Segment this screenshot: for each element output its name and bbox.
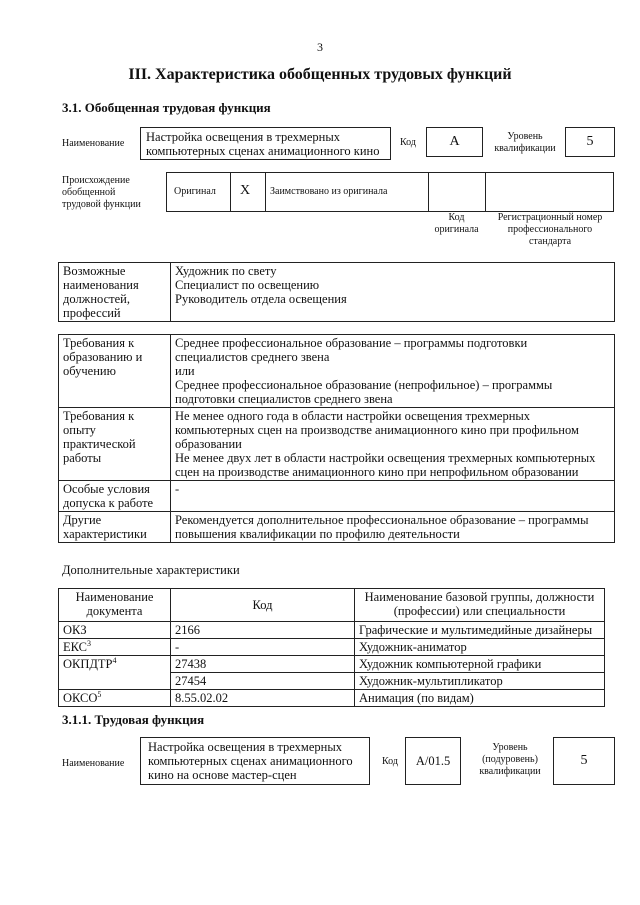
table-row xyxy=(59,639,605,656)
otf-level-label xyxy=(486,131,564,155)
reg-number-caption-line3: стандарта xyxy=(528,236,572,247)
experience-label-line1: Требования к xyxy=(63,409,135,423)
other-label xyxy=(59,512,171,543)
name-cell: Графические и мультимедийные дизайнеры xyxy=(355,622,605,639)
origin-divider-3 xyxy=(428,172,429,212)
positions-label-line3: должностей, xyxy=(63,292,130,306)
otf-level-value: 5 xyxy=(586,134,594,149)
other-line: повышения квалификации по профилю деятельности xyxy=(175,527,460,541)
tf-code-box xyxy=(405,737,461,785)
otf-level-box xyxy=(565,127,615,157)
origin-table xyxy=(166,172,614,212)
education-line: подготовки специалистов среднего звена xyxy=(175,392,393,406)
tf-name-line3: кино на основе мастер-сцен xyxy=(148,768,297,782)
code-cell: 27454 xyxy=(171,673,355,690)
reg-number-caption-line2: профессионального xyxy=(507,224,593,235)
doc-name: ЕКС xyxy=(63,640,87,654)
doc-footnote: 4 xyxy=(112,655,117,665)
otf-level-label-line1: Уровень xyxy=(507,131,543,142)
page-number: 3 xyxy=(317,40,323,54)
other-values xyxy=(171,512,615,543)
orig-code-caption-line1: Код xyxy=(448,212,465,223)
special-label-line1: Особые условия xyxy=(63,482,150,496)
name-cell: Анимация (по видам) xyxy=(355,690,605,707)
position-item: Художник по свету xyxy=(175,264,277,278)
orig-code-caption-line2: оригинала xyxy=(434,224,479,235)
header-doc-line1: Наименование xyxy=(75,590,154,604)
other-label-line1: Другие xyxy=(63,513,102,527)
doc-name: ОКЗ xyxy=(63,623,87,637)
otf-code-label: Код xyxy=(400,137,416,148)
doc-name: ОКСО xyxy=(63,691,98,705)
code-cell: 8.55.02.02 xyxy=(171,690,355,707)
special-label-line2: допуска к работе xyxy=(63,496,154,510)
name-cell: Художник-аниматор xyxy=(355,639,605,656)
tf-name-line1: Настройка освещения в трехмерных xyxy=(148,740,342,754)
education-label-line2: образованию и xyxy=(63,350,143,364)
education-line: Среднее профессиональное образование (непрофильное) – программы xyxy=(175,378,553,392)
requirements-table xyxy=(58,334,615,543)
page-title: III. Характеристика обобщенных трудовых функций xyxy=(128,66,512,83)
otf-name-box xyxy=(140,127,391,160)
experience-line: Не менее одного года в области настройки освещения трехмерных xyxy=(175,409,531,423)
code-cell: 27438 xyxy=(171,656,355,673)
positions-values xyxy=(171,263,615,322)
doc-cell xyxy=(59,656,171,690)
doc-cell xyxy=(59,622,171,639)
table-row xyxy=(59,690,605,707)
doc-footnote: 5 xyxy=(97,689,102,699)
experience-line: Не менее двух лет в области настройки освещения трехмерных компьютерных xyxy=(175,451,596,465)
reg-number-caption-line1: Регистрационный номер xyxy=(497,212,603,223)
positions-label-line4: профессий xyxy=(63,306,121,320)
tf-level-label-line3: квалификации xyxy=(479,766,541,777)
otf-name-line1: Настройка освещения в трехмерных xyxy=(146,130,340,144)
tf-code-label: Код xyxy=(382,756,398,767)
tf-code-value: A/01.5 xyxy=(415,754,451,768)
education-line: специалистов среднего звена xyxy=(175,350,330,364)
reg-number-caption xyxy=(486,212,614,248)
origin-label-line3: трудовой функции xyxy=(62,199,141,210)
experience-line: сцен на производстве анимационного кино при непрофильном образовании xyxy=(175,465,579,479)
origin-label-line2: обобщенной xyxy=(62,187,116,198)
other-label-line2: характеристики xyxy=(63,527,147,541)
header-name xyxy=(355,589,605,622)
tf-name-box xyxy=(140,737,370,785)
tf-level-box xyxy=(553,737,615,785)
original-label: Оригинал xyxy=(174,186,216,197)
education-line: Среднее профессиональное образование – программы подготовки xyxy=(175,336,528,350)
otf-code-box xyxy=(426,127,483,157)
section-3-1-heading: 3.1. Обобщенная трудовая функция xyxy=(62,100,271,115)
origin-divider-2 xyxy=(265,172,266,212)
tf-name-label: Наименование xyxy=(62,758,125,769)
positions-table xyxy=(58,262,615,322)
header-name-line1: Наименование базовой группы, должности xyxy=(364,590,595,604)
experience-line: образовании xyxy=(175,437,242,451)
education-line: или xyxy=(175,364,195,378)
tf-level-label xyxy=(470,742,550,778)
experience-label-line2: опыту xyxy=(63,423,96,437)
tf-name-line2: компьютерных сценах анимационного xyxy=(148,754,353,768)
orig-code-caption xyxy=(428,212,485,236)
experience-label-line3: практической xyxy=(63,437,136,451)
experience-line: компьютерных сцен на производстве анимационного кино при профильном xyxy=(175,423,579,437)
education-label xyxy=(59,335,171,408)
tf-level-label-line1: Уровень xyxy=(492,742,528,753)
name-cell: Художник-мультипликатор xyxy=(355,673,605,690)
otf-name-label: Наименование xyxy=(62,138,125,149)
table-row xyxy=(59,622,605,639)
special-label xyxy=(59,481,171,512)
origin-label xyxy=(62,175,141,211)
doc-cell xyxy=(59,639,171,656)
additional-table xyxy=(58,588,605,707)
section-3-1-1-heading: 3.1.1. Трудовая функция xyxy=(62,712,205,727)
education-values xyxy=(171,335,615,408)
header-doc-line2: документа xyxy=(86,604,143,618)
experience-label-line4: работы xyxy=(63,451,102,465)
borrowed-label: Заимствовано из оригинала xyxy=(270,186,388,197)
positions-label-line1: Возможные xyxy=(63,264,126,278)
origin-divider-1 xyxy=(230,172,231,212)
tf-level-label-line2: (подуровень) xyxy=(482,754,538,765)
header-name-line2: (профессии) или специальности xyxy=(393,604,566,618)
otf-code-value: A xyxy=(449,134,460,149)
other-line: Рекомендуется дополнительное профессиональное образование – программы xyxy=(175,513,589,527)
experience-label xyxy=(59,408,171,481)
code-cell: - xyxy=(171,639,355,656)
additional-heading: Дополнительные характеристики xyxy=(62,563,240,577)
name-cell: Художник компьютерной графики xyxy=(355,656,605,673)
otf-name-line2: компьютерных сценах анимационного кино xyxy=(146,144,380,158)
code-cell: 2166 xyxy=(171,622,355,639)
otf-level-label-line2: квалификации xyxy=(494,143,556,154)
special-value: - xyxy=(171,481,615,512)
position-item: Специалист по освещению xyxy=(175,278,320,292)
original-mark: X xyxy=(240,183,251,198)
positions-label-line2: наименования xyxy=(63,278,139,292)
header-doc xyxy=(59,589,171,622)
positions-label xyxy=(59,263,171,322)
position-item: Руководитель отдела освещения xyxy=(175,292,347,306)
origin-divider-4 xyxy=(485,172,486,212)
doc-footnote: 3 xyxy=(87,638,91,648)
education-label-line1: Требования к xyxy=(63,336,135,350)
education-label-line3: обучению xyxy=(63,364,116,378)
table-row xyxy=(59,656,605,673)
header-code: Код xyxy=(171,589,355,622)
origin-label-line1: Происхождение xyxy=(62,175,130,186)
experience-values xyxy=(171,408,615,481)
doc-cell xyxy=(59,690,171,707)
doc-name: ОКПДТР xyxy=(63,657,113,671)
tf-level-value: 5 xyxy=(580,753,588,768)
